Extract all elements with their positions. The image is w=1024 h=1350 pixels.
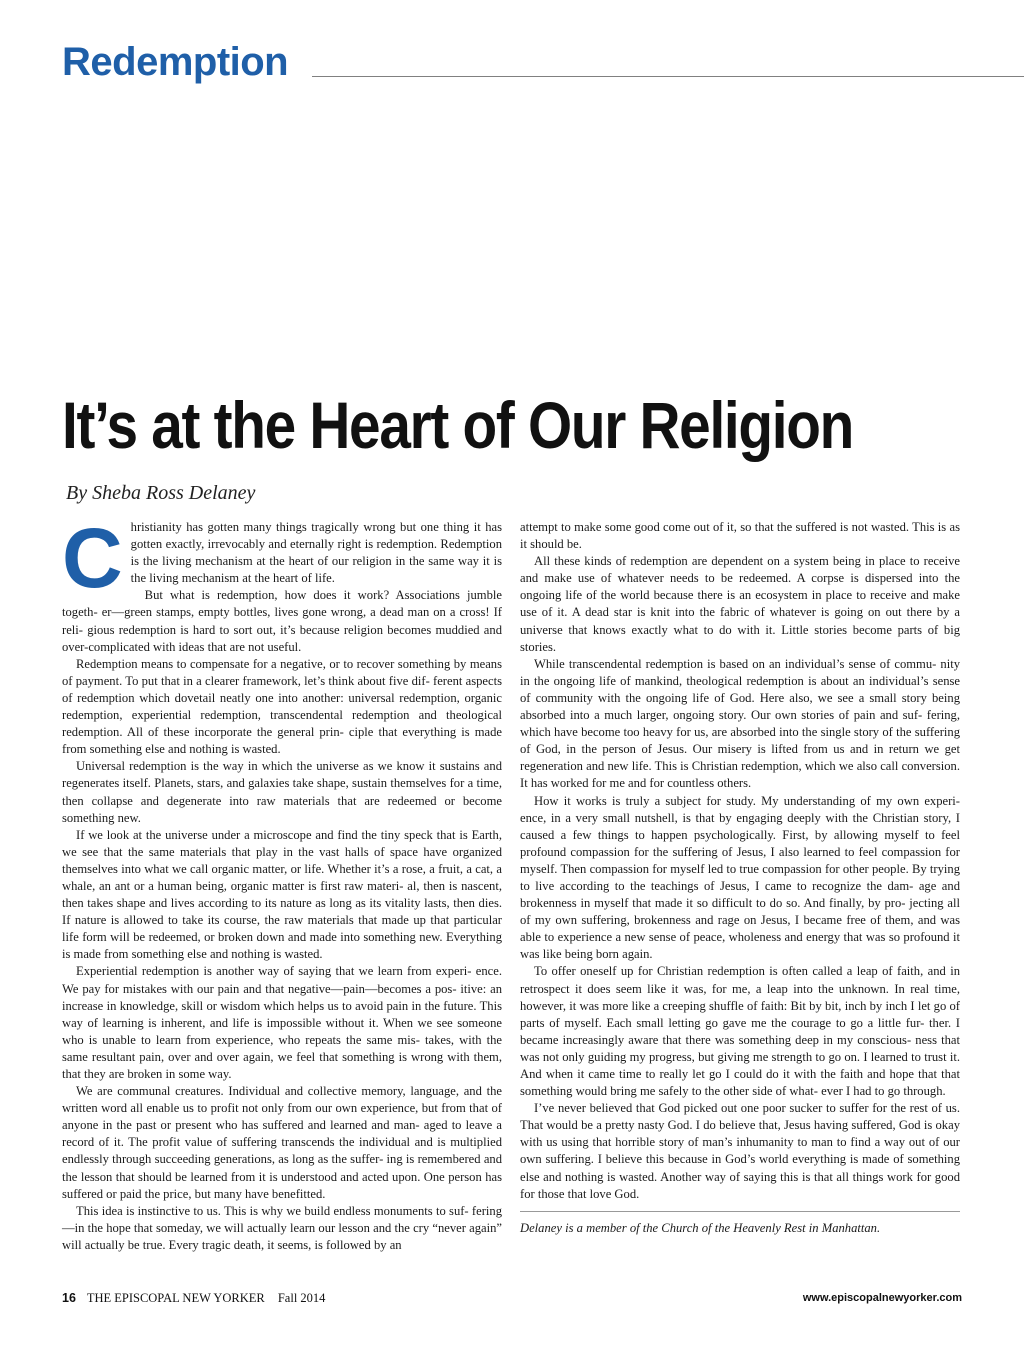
paragraph: Universal redemption is the way in which the universe as we know it sustains and regenerates itself. Planets, stars, and galaxies take shape, sustain themselves for a time, then collapse and degenerate into raw materials that are redeemed or become something new. <box>62 759 502 825</box>
paragraph: To offer oneself up for Christian redemption is often called a leap of faith, and in retrospect it does seem like it was, for me, a leap into the unknown. In real time, however, it was more like a creeping shuffle of faith: Bit by bit, inch by inch I let go of parts of myself. Each small letting go gave me the courage to go a little fur- ther. I became increasingly aware that there was something deep in my conscious- ness that was not only guiding my progress, but giving me strength to go on. I learned to trust it. And when it came time to really let go I could do it with the faith and hope that that something would bring me safely to the other side of what- ever I had to go through. <box>520 964 960 1099</box>
paragraph: How it works is truly a subject for study. My understanding of my own experi- ence, in a very small nutshell, is that by engaging deeply with the Christian story, I caused a few things to happen psychologically. First, by allowing myself to feel profound compassion for the suffering of Jesus, I also learned to feel compassion for myself. Then compassion for myself led to true compassion for other people. By trying to live according to the teachings of Jesus, I came to recognize the dam- age and brokenness in myself that made it so difficult to do so. And finally, by pro- jecting all of my own suffering, brokenness and rage on Jesus, I became free of them, and was able to experience a new sense of peace, wholeness and energy that was so profound it was like being born again. <box>520 793 960 962</box>
paragraph-1: Christianity has gotten many things tragically wrong but one thing it has gotten exactly, irrevocably and eternally right is redemption. Redemption is the living mechanism at the heart of our religion in the same way it is the living mechanism at the heart of life. <box>62 511 502 605</box>
issue-date: Fall 2014 <box>277 1291 326 1305</box>
paragraph: Redemption means to compensate for a negative, or to recover something by means of payment. To put that in a clearer framework, let’s think about five dif- ferent aspects of redemption which dovetail neatly one into another: universal redemption, organic redemption, experiential redemption, transcendental redemption and theological redemption. All of these incorporate the general prin- ciple that everything is made from something else and nothing is wasted. <box>62 656 502 757</box>
paragraph: But what is redemption, how does it work? Associations jumble togeth- er—green stamps, empty bottles, lives gone wrong, a dead man on a cross! If reli- gious redemption is hard to sort out, it’s because religion becomes muddied and over-complicated with ideas that are not useful. <box>62 588 502 654</box>
paragraph: If we look at the universe under a microscope and find the tiny speck that is Earth, we see that the same materials that play in the vast halls of space have organized themselves into what we call organic matter, or life. Whether it’s a rose, a fruit, a cat, a whale, an ant or a human being, organic matter is first raw materi- al, then is nascent, then takes shape and lives according to its nature as long as its vitality lasts, then dies. If nature is allowed to take its course, the raw materials that made up that particular life form will be redeemed, or broken down and made into something new. Everything is made from something else and nothing is wasted. <box>62 827 502 962</box>
footer-left <box>62 1291 325 1306</box>
paragraph: While transcendental redemption is based on an individual’s sense of commu- nity in the ongoing life of mankind, theological redemption is about an individual’s sense of community with the ongoing life of God. Here also, we see a small story being absorbed into a much larger, ongoing story. Our own stories of pain and suf- fering, which have become too heavy for us, are absorbed into the single story of the suffering of God, in the person of Jesus. Our misery is lifted from us and in return we get regeneration and new life. This is Christian redemption, which we also call conversion. It has worked for me and for countless others. <box>520 656 960 791</box>
article-headline: It’s at the Heart of Our Religion <box>62 388 854 462</box>
right-column <box>520 519 960 1237</box>
author-note: Delaney is a member of the Church of the Heavenly Rest in Manhattan. <box>520 1220 881 1235</box>
article-byline: By Sheba Ross Delaney <box>66 482 256 504</box>
author-note-rule <box>520 1211 960 1212</box>
paragraph: All these kinds of redemption are dependent on a system being in place to receive and make use of whatever needs to be redeemed. A corpse is dispersed into the ongoing life of the world because there is an ecosystem in place to receive and make use of it. A dead star is knit into the fabric of whatever is going on out there by a universe that knows exactly what to do with it. Little stories become parts of big stories. <box>520 554 960 654</box>
page-number: 16 <box>62 1291 76 1305</box>
paragraph: attempt to make some good come out of it, so that the suffered is not wasted. This is as it should be. <box>520 520 960 552</box>
paragraph: This idea is instinctive to us. This is why we build endless monuments to suf- fering—in the hope that someday, we will actually learn our lesson and the cry “never again” will actually be true. Every tragic death, it seems, is followed by an <box>62 1203 502 1252</box>
website-url[interactable]: www.episcopalnewyorker.com <box>802 1292 962 1304</box>
section-rule <box>312 76 1024 77</box>
paragraph: Experiential redemption is another way of saying that we learn from experi- ence. We pay for mistakes with our pain and that negative—pain—becomes a pos- itive: an increase in knowledge, skill or wisdom which helps us to avoid pain in the future. This way of learning is inherent, and life is impossible without it. When we see someone who is unable to learn from experience, who repeats the same mis- takes, with the same resultant pain, over and over again, we feel that something is wrong with them, that they are broken in some way. <box>62 964 502 1081</box>
drop-cap: C <box>62 511 123 605</box>
paragraph: I’ve never believed that God picked out one poor sucker to suffer for the rest of us. That would be a pretty nasty God. I do believe that, Jesus having suffered, God is okay with us using that horrible story of man’s inhumanity to man to find a way out of our own suffering. I believe this because in God’s world everything is made of something else and nothing is wasted. Another way of saying this is that all things work for good for those that love God. <box>520 1101 960 1201</box>
paragraph: We are communal creatures. Individual and collective memory, language, and the written word all enable us to profit not only from our own experience, but from that of anyone in the past or present who has suffered and learned and man- aged to leave a record of it. The profit value of suffering transcends the individual and is multiplied endlessly through succeeding generations, as long as the suffer- ing is remembered and the lesson that should be learned from it is understood and acted upon. One person has suffered or paid the price, but many have benefitted. <box>62 1084 502 1201</box>
publication-name: THE EPISCOPAL NEW YORKER <box>86 1291 265 1305</box>
left-column <box>62 511 502 1254</box>
section-header <box>62 40 962 84</box>
section-title: Redemption <box>62 40 289 84</box>
